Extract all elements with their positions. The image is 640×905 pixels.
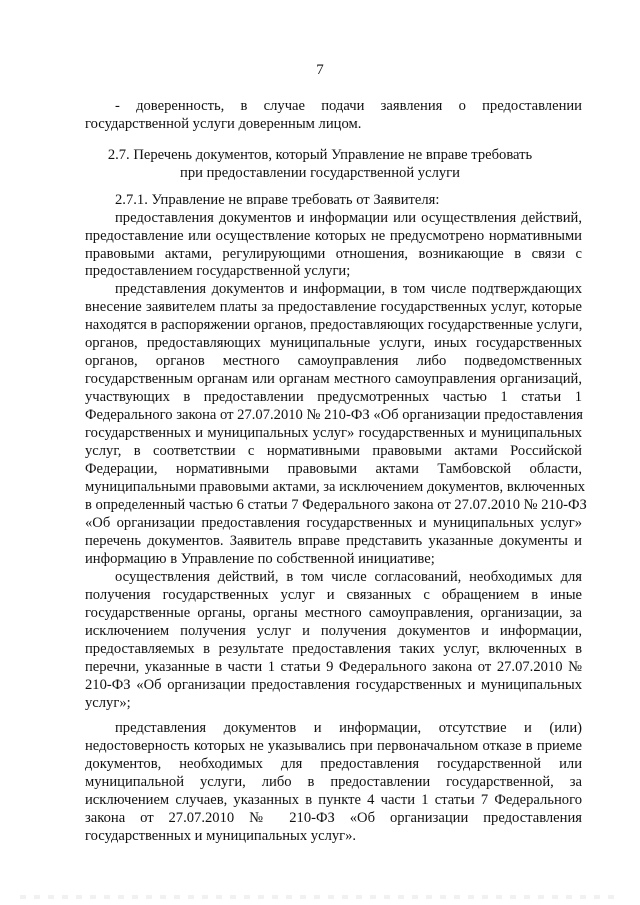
paragraph-line: исключением случаев, указанных в пункте 4 части 1 статьи 7 Федерального	[85, 792, 582, 808]
paragraph-line: предоставлением государственной услуги;	[85, 263, 351, 279]
paragraph-line: муниципальной услуги, либо в предоставлении государственной, за	[85, 774, 582, 790]
paragraph-line: участвующих в предоставлении предусмотренных частью 1 статьи 1	[85, 389, 582, 405]
paragraph-line: государственные органы, органы местного самоуправления, организации, за	[85, 605, 582, 621]
paragraph-line: органов, предоставляющих муниципальные услуги, иных государственных	[85, 335, 582, 351]
paragraph-line: предоставления документов и информации или осуществления действий,	[115, 210, 582, 226]
paragraph-line: предоставление или осуществление которых не предусмотрено нормативными	[85, 228, 582, 244]
paragraph-line: предоставляемых в результате предоставления таких услуг, включенных в	[85, 641, 582, 657]
paragraph-line: находятся в распоряжении органов, предоставляющих государственные услуги,	[85, 317, 583, 333]
paragraph-line: закона от 27.07.2010 № 210-ФЗ «Об организации предоставления	[85, 810, 582, 826]
paragraph-line: «Об организации предоставления государственных и муниципальных услуг»	[85, 515, 582, 531]
paragraph-line: недостоверность которых не указывались при первоначальном отказе в приеме	[85, 738, 582, 754]
paragraph-line: правовыми актами, регулирующими отношения, возникающие в связи с	[85, 246, 582, 262]
paragraph-line: представления документов и информации, отсутствие и (или)	[115, 720, 582, 736]
paragraph-line: органов, органов местного самоуправления либо подведомственных	[85, 353, 582, 369]
paragraph-line: исключением получения услуг и получения документов и информации,	[85, 623, 582, 639]
paragraph-line: документов, необходимых для предоставления государственной или	[85, 756, 582, 772]
paragraph-line: Федерации, нормативными правовыми актами Тамбовской области,	[85, 461, 582, 477]
paragraph-line: государственных и муниципальных услуг» государственных и муниципальных	[85, 425, 582, 441]
paragraph-line: представления документов и информации, в том числе подтверждающих	[115, 281, 582, 297]
paragraph-line: услуг, в соответствии с нормативными правовыми актами Российской	[85, 443, 582, 459]
paragraph-line: услуг»;	[85, 695, 131, 711]
paragraph-line: внесение заявителем платы за предоставление государственных услуг, которые	[85, 299, 582, 315]
paragraph-line: осуществления действий, в том числе согласований, необходимых для	[115, 569, 582, 585]
subsection-heading: 2.7.1. Управление не вправе требовать от Заявителя:	[115, 192, 440, 208]
page-number: 7	[316, 62, 324, 78]
paragraph-line: перечни, указанные в части 1 статьи 9 Федерального закона от 27.07.2010 №	[85, 659, 582, 675]
paragraph-line: информацию в Управление по собственной инициативе;	[85, 551, 435, 567]
section-heading: 2.7. Перечень документов, который Управление не вправе требовать	[107, 147, 533, 163]
paragraph-line: государственным органам или органам местного самоуправления организаций,	[85, 371, 582, 387]
scan-artifact	[20, 895, 620, 899]
paragraph-line: муниципальными правовыми актами, за исключением документов, включенных	[85, 479, 585, 495]
paragraph-line: получения государственных услуг и связанных с обращением в иные	[85, 587, 582, 603]
paragraph-line: Федерального закона от 27.07.2010 № 210-ФЗ «Об организации предоставления	[85, 407, 584, 423]
paragraph-line: перечень документов. Заявитель вправе представить указанные документы и	[85, 533, 582, 549]
paragraph-line: государственных и муниципальных услуг».	[85, 828, 357, 844]
paragraph-line: 210-ФЗ «Об организации предоставления государственных и муниципальных	[85, 677, 582, 693]
paragraph-line: государственной услуги доверенным лицом.	[85, 116, 362, 132]
paragraph-line: в определенный частью 6 статьи 7 Федерального закона от 27.07.2010 № 210-ФЗ	[85, 497, 587, 513]
section-heading: при предоставлении государственной услуги	[180, 165, 460, 181]
paragraph-line: - доверенность, в случае подачи заявления о предоставлении	[115, 98, 582, 114]
